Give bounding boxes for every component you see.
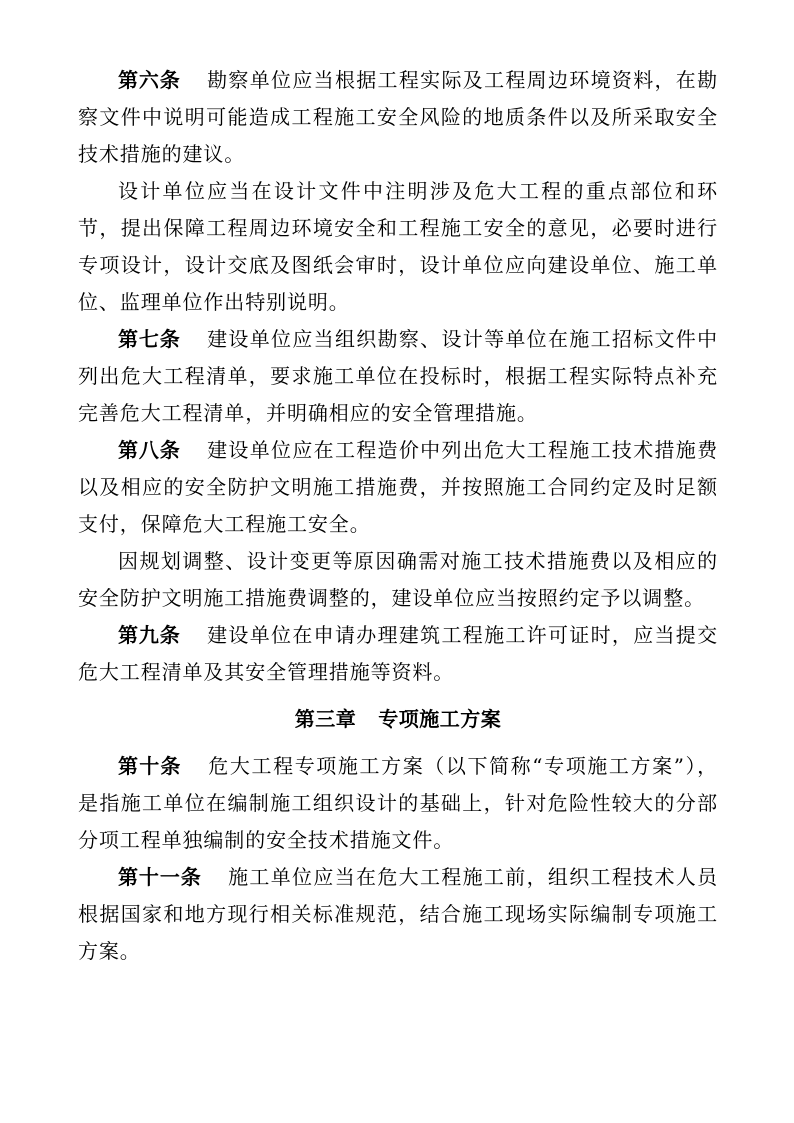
article-7-text: 建设单位应当组织勘察、设计等单位在施工招标文件中列出危大工程清单，要求施工单位在投标时，根据工程实际特点补充完善危大工程清单，并明确相应的安全管理措施。 <box>78 327 718 425</box>
article-11-label: 第十一条 <box>118 865 202 889</box>
article-7-label: 第七条 <box>118 327 181 351</box>
article-11 <box>78 859 718 970</box>
chapter-title: 专项施工方案 <box>378 707 502 731</box>
article-9 <box>78 617 718 691</box>
chapter-heading <box>78 701 718 738</box>
article-11-text: 施工单位应当在危大工程施工前，组织工程技术人员根据国家和地方现行相关标准规范，结合施工现场实际编制专项施工方案。 <box>78 865 719 963</box>
article-9-text: 建设单位在申请办理建筑工程施工许可证时，应当提交危大工程清单及其安全管理措施等资料。 <box>78 623 718 684</box>
article-6 <box>78 62 718 173</box>
article-10 <box>78 748 718 859</box>
article-6-label: 第六条 <box>118 68 181 92</box>
article-8-label: 第八条 <box>118 438 181 462</box>
article-6-text: 勘察单位应当根据工程实际及工程周边环境资料，在勘察文件中说明可能造成工程施工安全风险的地质条件以及所采取安全技术措施的建议。 <box>78 68 718 166</box>
article-6-paragraph-2: 设计单位应当在设计文件中注明涉及危大工程的重点部位和环节，提出保障工程周边环境安全和工程施工安全的意见，必要时进行专项设计，设计交底及图纸会审时，设计单位应向建设单位、施工单位、监理单位作出特别说明。 <box>78 179 718 314</box>
article-8 <box>78 432 718 543</box>
article-10-text: 危大工程专项施工方案（以下简称“专项施工方案”），是指施工单位在编制施工组织设计的基础上，针对危险性较大的分部分项工程单独编制的安全技术措施文件。 <box>78 754 719 852</box>
article-8-text: 建设单位应在工程造价中列出危大工程施工技术措施费以及相应的安全防护文明施工措施费，并按照施工合同约定及时足额支付，保障危大工程施工安全。 <box>78 438 718 536</box>
article-9-label: 第九条 <box>118 623 181 647</box>
article-7 <box>78 321 718 432</box>
document-page <box>78 62 718 970</box>
article-8-paragraph-2: 因规划调整、设计变更等原因确需对施工技术措施费以及相应的安全防护文明施工措施费调整的，建设单位应当按照约定予以调整。 <box>78 549 718 610</box>
article-10-label: 第十条 <box>118 754 182 778</box>
chapter-number: 第三章 <box>294 707 357 731</box>
